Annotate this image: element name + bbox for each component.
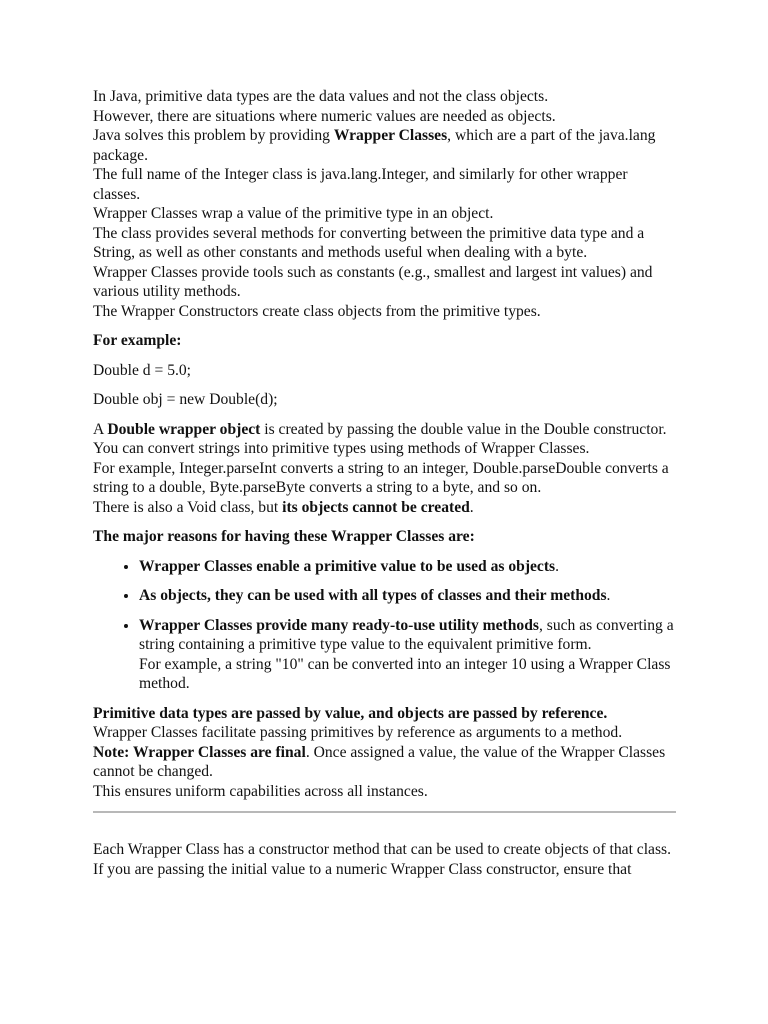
passing-bold-line: Primitive data types are passed by value, and objects are passed by reference. — [93, 704, 608, 722]
intro-line-8: The Wrapper Constructors create class objects from the primitive types. — [93, 302, 541, 320]
code-line-2: Double obj = new Double(d); — [93, 391, 278, 408]
final-note-bold: Note: Wrapper Classes are final — [93, 743, 306, 761]
passing-paragraph — [93, 704, 676, 802]
reason-1-suffix: . — [555, 557, 560, 575]
reason-1-bold: Wrapper Classes enable a primitive value to be used as objects — [139, 557, 556, 575]
intro-line-7: Wrapper Classes provide tools such as constants (e.g., smallest and largest int values) and various utility methods. — [93, 263, 653, 300]
reason-3-suffix: , such as converting a string containing a primitive type value to the equivalent primitive form. — [139, 616, 674, 653]
reasons-heading — [93, 527, 676, 547]
constructors-line-2: If you are passing the initial value to a numeric Wrapper Class constructor, ensure that — [93, 860, 632, 878]
intro-line-2: However, there are situations where numeric values are needed as objects. — [93, 107, 556, 125]
example-heading — [93, 331, 676, 351]
double-line-4-prefix: There is also a Void class, but — [93, 498, 283, 516]
double-wrapper-object-term: Double wrapper object — [107, 420, 261, 438]
double-line-1-prefix: A — [93, 420, 108, 438]
constructors-line-1: Each Wrapper Class has a constructor method that can be used to create objects of that class. — [93, 841, 672, 858]
intro-paragraph — [93, 87, 676, 321]
double-wrapper-paragraph — [93, 420, 676, 518]
reason-2-bold: As objects, they can be used with all types of classes and their methods — [139, 587, 607, 604]
reason-3-bold: Wrapper Classes provide many ready-to-use utility methods — [139, 616, 539, 634]
void-class-note: its objects cannot be created — [282, 498, 470, 516]
reasons-heading-text: The major reasons for having these Wrapper Classes are: — [93, 528, 475, 545]
reasons-list — [93, 557, 676, 694]
constructors-paragraph — [93, 840, 676, 879]
intro-line-1: In Java, primitive data types are the data values and not the class objects. — [93, 88, 549, 105]
list-item — [139, 586, 676, 606]
reason-3-example: For example, a string "10" can be converted into an integer 10 using a Wrapper Class method. — [139, 655, 671, 692]
list-item — [139, 616, 676, 694]
intro-line-4: The full name of the Integer class is java.lang.Integer, and similarly for other wrapper classes. — [93, 166, 628, 203]
passing-line-4: This ensures uniform capabilities across all instances. — [93, 782, 428, 800]
passing-line-2: Wrapper Classes facilitate passing primitives by reference as arguments to a method. — [93, 724, 623, 741]
final-note-suffix: . Once assigned a value, the value of the Wrapper Classes cannot be changed. — [93, 743, 666, 780]
double-line-1-suffix: is created by passing the double value in the Double constructor. — [260, 420, 667, 438]
intro-line-5: Wrapper Classes wrap a value of the primitive type in an object. — [93, 205, 494, 222]
intro-line-3-suffix: , which are a part of the java.lang package. — [93, 127, 656, 164]
code-line-1: Double d = 5.0; — [93, 361, 192, 379]
intro-line-6: The class provides several methods for converting between the primitive data type and a String, as well as other constants and methods useful when dealing with a byte. — [93, 224, 645, 261]
reason-2-suffix: . — [606, 587, 611, 604]
example-heading-text: For example: — [93, 332, 182, 349]
list-item — [139, 557, 676, 577]
document-body — [93, 87, 676, 879]
intro-line-3-prefix: Java solves this problem by providing — [93, 127, 334, 144]
double-line-2: You can convert strings into primitive types using methods of Wrapper Classes. — [93, 440, 590, 457]
section-divider — [93, 811, 676, 813]
double-line-4-suffix: . — [469, 498, 474, 516]
double-line-3: For example, Integer.parseInt converts a string to an integer, Double.parseDouble converts a string to a double, Byte.parseByte converts a string to a byte, and so on. — [93, 459, 669, 496]
wrapper-classes-term: Wrapper Classes — [333, 127, 448, 144]
